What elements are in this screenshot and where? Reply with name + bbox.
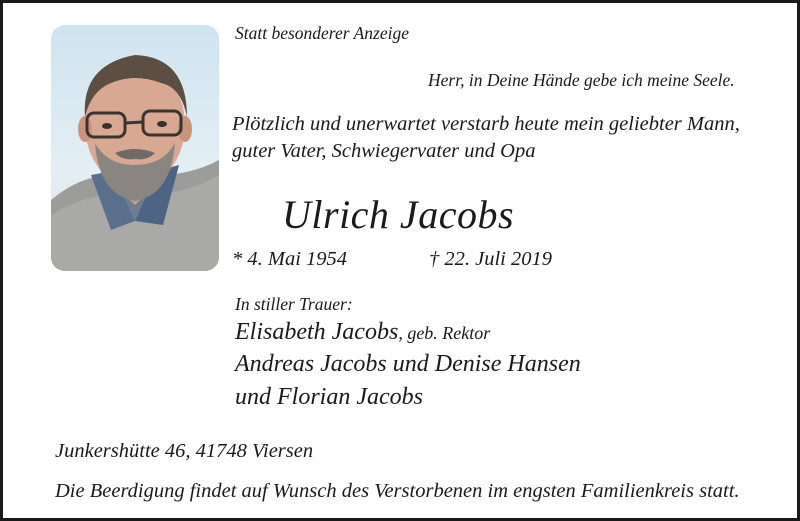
death-date: † 22. Juli 2019 xyxy=(429,248,552,270)
mourner-1-name: Elisabeth Jacobs xyxy=(235,319,399,345)
address: Junkershütte 46, 41748 Viersen xyxy=(55,440,314,462)
funeral-note: Die Beerdigung findet auf Wunsch des Verstorbenen im engsten Familienkreis statt. xyxy=(55,480,740,502)
portrait-photo xyxy=(51,25,219,271)
mourner-3: und Florian Jacobs xyxy=(235,384,423,410)
intro-line-1: Plötzlich und unerwartet verstarb heute mein geliebter Mann, xyxy=(232,113,740,135)
quote: Herr, in Deine Hände gebe ich meine Seele. xyxy=(428,70,735,90)
mourner-1 xyxy=(235,319,490,346)
birth-date: * 4. Mai 1954 xyxy=(232,248,348,270)
deceased-name: Ulrich Jacobs xyxy=(282,192,515,237)
intro-line-2: guter Vater, Schwiegervater und Opa xyxy=(232,140,536,162)
mourning-label: In stiller Trauer: xyxy=(235,294,353,314)
heading: Statt besonderer Anzeige xyxy=(235,23,410,43)
mourner-2: Andreas Jacobs und Denise Hansen xyxy=(235,351,581,377)
mourner-1-suffix: , geb. Rektor xyxy=(398,323,491,343)
